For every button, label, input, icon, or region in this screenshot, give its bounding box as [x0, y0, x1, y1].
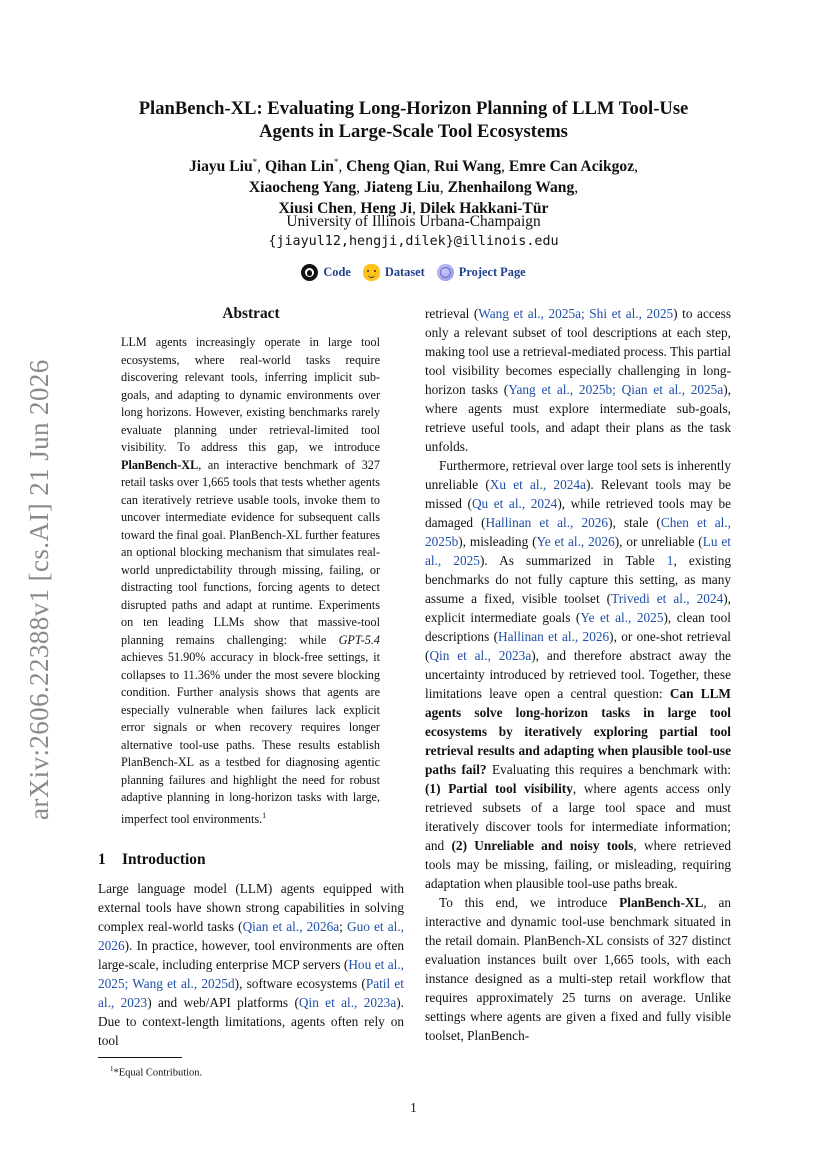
body-text: ). Relevant tools may be missed ( — [425, 477, 731, 511]
citation-link[interactable]: Patil et al., 2023 — [98, 976, 404, 1010]
author-line-3: Xiusi Chen, Heng Ji, Dilek Hakkani-Tür — [278, 200, 549, 218]
footnote-number: 1 — [110, 1065, 114, 1073]
body-text: , where agents access only retrieved subsets of a large tool space and must iteratively discover tools for intermediate information; and — [425, 781, 731, 853]
arxiv-stamp: arXiv:2606.22388v1 [cs.AI] 21 Jun 2026 — [24, 359, 54, 820]
citation-link[interactable]: Qu et al., 2024 — [471, 496, 558, 511]
citation-link[interactable]: Chen et al., 2025b — [425, 515, 732, 549]
requirement-1: (1) Partial tool visibility — [425, 781, 573, 796]
body-text: ; — [339, 919, 347, 934]
dataset-link-label: Dataset — [384, 265, 425, 279]
body-text: To this end, we introduce — [439, 895, 620, 910]
author: Qihan Lin — [264, 158, 334, 176]
citation-link[interactable]: Qian et al., 2026a — [242, 919, 340, 934]
body-text: ). Due to context-length limitations, agents often rely on tool — [98, 995, 404, 1048]
dataset-link[interactable] — [363, 262, 425, 282]
equal-mark: * — [252, 157, 258, 167]
code-link[interactable] — [301, 262, 351, 282]
author: Xiaocheng Yang — [248, 179, 357, 197]
citation-link[interactable]: Xu et al., 2024a — [489, 477, 586, 492]
right-column — [425, 304, 731, 1045]
resource-links — [60, 262, 767, 282]
author-list — [60, 152, 767, 219]
title-line-2: Agents in Large-Scale Tool Ecosystems — [259, 121, 568, 142]
body-text: ), or unreliable ( — [614, 534, 703, 549]
paragraph — [425, 304, 731, 456]
requirement-2: (2) Unreliable and noisy tools — [451, 838, 634, 853]
citation-link[interactable]: Qin et al., 2023a — [298, 995, 397, 1010]
author: Jiateng Liu — [363, 179, 440, 197]
paragraph — [425, 456, 731, 893]
project-page-link-label: Project Page — [458, 265, 526, 279]
body-text: Evaluating this requires a benchmark with: — [486, 762, 732, 777]
footnote-divider — [98, 1057, 182, 1058]
citation-link[interactable]: Lu et al., 2025 — [425, 534, 731, 568]
abstract-text: , an interactive benchmark of 327 retail tasks over 1,665 tools that tests whether agents can iteratively retrieve usable tools, invoke them to uncover intermediate evidence for subsequent calls toward the final goal. PlanBench-XL further features an optional blocking mechanism that simulates real-world unpredictability through missing, failing, or distracting tool functions, forcing agents to detect disrupted paths and adapt at runtime. Experiments on ten leading LLMs show that massive-tool planning remains challenging: while — [121, 457, 380, 647]
author: Cheng Qian — [346, 158, 427, 176]
body-text: Furthermore, retrieval over large tool sets is inherently unreliable ( — [425, 458, 731, 492]
author: Heng Ji — [360, 200, 412, 218]
author: Zhenhailong Wang — [447, 179, 575, 197]
footnote-text: *Equal Contribution. — [113, 1067, 203, 1079]
research-question: Can LLM agents solve long-horizon tasks in large tool ecosystems by iteratively exploring partial tool retrieval results and adapting when plausible tool-use paths fail? — [425, 686, 731, 777]
equal-mark: * — [333, 157, 339, 167]
citation-link[interactable]: Yang et al., 2025b; Qian et al., 2025a — [508, 382, 724, 397]
section-title: Introduction — [122, 851, 206, 868]
author: Jiayu Liu — [188, 158, 253, 176]
body-text: ), stale ( — [608, 515, 661, 530]
affiliation: University of Illinois Urbana-Champaign — [286, 213, 541, 230]
footnote — [110, 1062, 202, 1081]
abstract-body — [121, 334, 380, 828]
abstract-text: LLM agents increasingly operate in large tool ecosystems, where real-world tasks require discovering relevant tools, inferring implicit sub-goals, and adapting to dynamic environments over long horizons. However, existing benchmarks rarely evaluate planning under retrieval-limited tool visibility. To address this gap, we introduce — [121, 335, 380, 454]
citation-link[interactable]: Hallinan et al., 2026 — [485, 515, 609, 530]
footnote-marker[interactable]: 1 — [262, 810, 267, 820]
project-page-link[interactable] — [437, 262, 526, 282]
paper-title — [60, 97, 767, 143]
intro-paragraph — [98, 879, 404, 1050]
body-text: ), software ecosystems ( — [234, 976, 366, 991]
body-text: , where retrieved tools may be missing, failing, or misleading, requiring adaptation when plausible tool-use paths break. — [425, 838, 731, 891]
citation-link[interactable]: Ye et al., 2026 — [536, 534, 615, 549]
paragraph — [425, 893, 731, 1045]
citation-link[interactable]: Wang et al., 2025a; Shi et al., 2025 — [478, 306, 674, 321]
body-text: ). In practice, however, tool environments are often large-scale, including enterprise MCP servers ( — [98, 938, 404, 972]
citation-link[interactable]: Qin et al., 2023a — [429, 648, 532, 663]
title-line-1: PlanBench-XL: Evaluating Long-Horizon Planning of LLM Tool-Use — [138, 98, 689, 119]
body-text: retrieval ( — [425, 306, 479, 321]
body-text: ), misleading ( — [458, 534, 537, 549]
citation-link[interactable]: Ye et al., 2025 — [580, 610, 664, 625]
body-text: ), while retrieved tools may be damaged ( — [425, 496, 731, 530]
body-text: ), clean tool descriptions ( — [425, 610, 731, 644]
author: Rui Wang — [434, 158, 502, 176]
abstract-heading: Abstract — [222, 305, 280, 322]
author: Xiusi Chen — [278, 200, 353, 218]
globe-icon — [437, 264, 454, 281]
benchmark-name: PlanBench-XL — [619, 895, 704, 910]
body-text: ). As summarized in Table — [479, 553, 667, 568]
model-name: GPT-5.4 — [338, 632, 380, 647]
body-text: Large language model (LLM) agents equipped with external tools have shown strong capabilities in solving complex real-world tasks ( — [98, 881, 404, 934]
code-link-label: Code — [323, 265, 351, 279]
benchmark-name: PlanBench-XL — [121, 457, 199, 472]
body-text: ), explicit intermediate goals ( — [425, 591, 731, 625]
body-text: ) to access only a relevant subset of tool descriptions at each step, making tool use a retrieval-mediated process. This partial tool visibility becomes especially challenging in long-horizon tasks ( — [425, 306, 731, 397]
author: Emre Can Acikgoz — [508, 158, 635, 176]
page-number: 1 — [410, 1100, 417, 1115]
abstract-text: achieves 51.90% accuracy in block-free settings, it collapses to 11.36% under the most severe blocking condition. Further analysis shows that agents are especially vulnerable when failures lack explicit error signals or when recovery requires longer alternative tool-use paths. These results establish PlanBench-XL as a testbed for diagnosing agentic planning failures and highlight the need for robust adaptive planning in long-horizon tasks with large, imperfect tool environments. — [121, 650, 380, 826]
author-line-2: Xiaocheng Yang, Jiateng Liu, Zhenhailong Wang, — [248, 179, 579, 197]
body-text: ) and web/API platforms ( — [147, 995, 299, 1010]
section-number: 1 — [98, 851, 106, 868]
section-heading-introduction — [98, 851, 206, 869]
body-text: ), or one-shot retrieval ( — [425, 629, 731, 663]
body-text: , an interactive and dynamic tool-use benchmark situated in the retail domain. PlanBench-XL consists of 327 distinct evaluation instances built over 1,665 tools, with each instance designed as a multi-step retail workflow that requires approximately 25 turns on average. Unlike settings where agents are given a fixed and fully visible toolset, PlanBench- — [425, 895, 731, 1043]
body-text: ), where agents must explore intermediate sub-goals, retrieve useful tools, and adapt their plans as the task unfolds. — [425, 382, 731, 454]
author-line-1: Jiayu Liu*, Qihan Lin*, Cheng Qian, Rui Wang, Emre Can Acikgoz, — [188, 157, 639, 176]
github-icon — [301, 264, 318, 281]
citation-link[interactable]: Hou et al., 2025; Wang et al., 2025d — [98, 957, 405, 991]
table-reference-link[interactable]: 1 — [666, 553, 674, 568]
author: Dilek Hakkani-Tür — [419, 200, 549, 218]
huggingface-icon — [363, 264, 380, 281]
email: {jiayul12,hengji,dilek}@illinois.edu — [268, 234, 559, 249]
body-text: , existing benchmarks do not fully capture this setting, as many assume a fixed, visible toolset ( — [425, 553, 732, 606]
citation-link[interactable]: Guo et al., 2026 — [98, 919, 404, 953]
citation-link[interactable]: Hallinan et al., 2026 — [498, 629, 610, 644]
body-text: ), and therefore abstract away the uncertainty introduced by retrieved tool. Together, these limitations leave open a central question: — [425, 648, 731, 701]
citation-link[interactable]: Trivedi et al., 2024 — [611, 591, 724, 606]
